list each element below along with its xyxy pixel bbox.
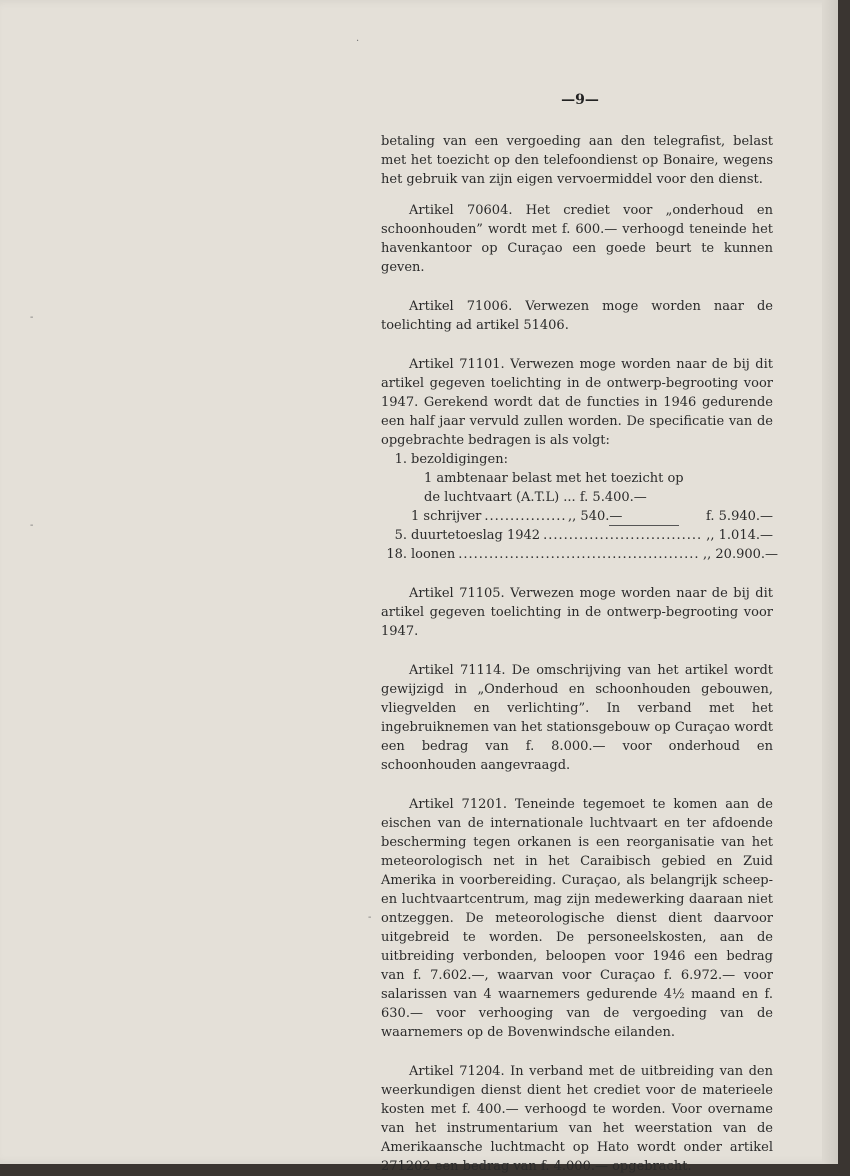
text-column (381, 132, 779, 1176)
leader-dots (484, 507, 565, 526)
spec-item-5 (381, 526, 773, 545)
spec-sub-amount: ,, 540.— (568, 509, 623, 524)
spec-item-label: bezoldigingen: (411, 452, 508, 467)
spec-sub-label: 1 schrijver (411, 509, 482, 524)
margin-mark: - (368, 912, 372, 923)
paragraph-artikel-71101: Artikel 71101. Verwezen moge worden naar de bij dit artikel gegeven toelichting in de ontwerp-begrooting voor 1947. Gerekend wordt dat de functies in 1946 gedurende een half jaar vervuld zullen worden. De specificatie van de opgebrachte bedragen is als volgt: (381, 357, 773, 448)
spec-item-amount: ,, 20.900.— (703, 547, 779, 562)
spec-item-label: duurtetoeslag 1942 (411, 528, 541, 543)
spec-sub-line (381, 488, 773, 507)
margin-mark: - (30, 312, 34, 323)
spec-sub-line: 1 ambtenaar belast met het toezicht op (424, 471, 684, 486)
paragraph-artikel-71105: Artikel 71105. Verwezen moge worden naar de bij dit artikel gegeven toelichting in de ontwerp-begrooting voor 1947. (381, 586, 773, 639)
spec-sub-row-schrijver (381, 507, 773, 526)
spec-item-number: 18. (386, 547, 407, 562)
leader-dots (458, 545, 700, 564)
spec-item-18 (381, 545, 779, 564)
spec-item-number: 5. (394, 528, 407, 543)
spec-subtotal: f. 5.940.— (706, 509, 774, 524)
spec-item-1 (381, 450, 773, 469)
spec-sub-label: de luchtvaart (A.T.L) ... f. 5.400.— (424, 490, 647, 505)
paragraph-artikel-70604: Artikel 70604. Het crediet voor „onderhoud en schoonhouden” wordt met f. 600.— verhoogd teneinde het havenkantoor op Curaçao een goede beurt te kunnen geven. (381, 203, 773, 275)
spec-item-amount: ,, 1.014.— (706, 528, 773, 543)
spec-item-number: 1. (394, 452, 407, 467)
paragraph-artikel-71006: Artikel 71006. Verwezen moge worden naar de toelichting ad artikel 51406. (381, 299, 773, 333)
speck-mark: · (356, 36, 360, 47)
spec-item-label: loonen (411, 547, 456, 562)
page-number: —9— (561, 92, 599, 108)
paragraph-artikel-71204: Artikel 71204. In verband met de uitbreiding van den weerkundigen dienst dient het crediet voor de materieele kosten met f. 400.— verhoogd te worden. Voor overname van het instrumentarium van het weerstation van de Amerikaansche luchtmacht op Hato wordt onder artikel 271202 een bedrag van f. 4.000.— opgebracht. (381, 1064, 773, 1174)
page-fold-shadow (822, 0, 838, 1164)
margin-mark: - (30, 520, 34, 531)
specification-list (381, 450, 779, 564)
paragraph-telegrafist: betaling van een vergoeding aan den telegrafist, belast met het toezicht op den telefoondienst op Bonaire, wegens het gebruik van zijn eigen vervoermiddel voor den dienst. (381, 134, 773, 187)
leader-dots (543, 526, 700, 545)
paragraph-artikel-71201: Artikel 71201. Teneinde tegemoet te komen aan de eischen van de internationale luchtvaart en ter afdoende bescherming tegen orkanen is een reorganisatie van het meteorologisch net in het Caraibisch gebied en Zuid Amerika in voorbereiding. Curaçao, als belangrijk scheep- en luchtvaartcentrum, mag zijn medewerking daaraan niet ontzeggen. De meteorologische dienst dient daarvoor uitgebreid te worden. De personeelskosten, aan de uitbreiding verbonden, beloopen voor 1946 een bedrag van f. 7.602.—, waarvan voor Curaçao f. 6.972.— voor salarissen van 4 waarnemers gedurende 4½ maand en f. 630.— voor verhooging van de vergoeding van de waarnemers op de Bovenwindsche eilanden. (381, 797, 773, 1040)
sum-rule (609, 525, 679, 526)
paragraph-artikel-71114: Artikel 71114. De omschrijving van het artikel wordt gewijzigd in „Onderhoud en schoonhouden gebouwen, vliegvelden en verlichting”. In verband met het ingebruiknemen van het stationsgebouw op Curaçao wordt een bedrag van f. 8.000.— voor onderhoud en schoonhouden aangevraagd. (381, 663, 773, 773)
